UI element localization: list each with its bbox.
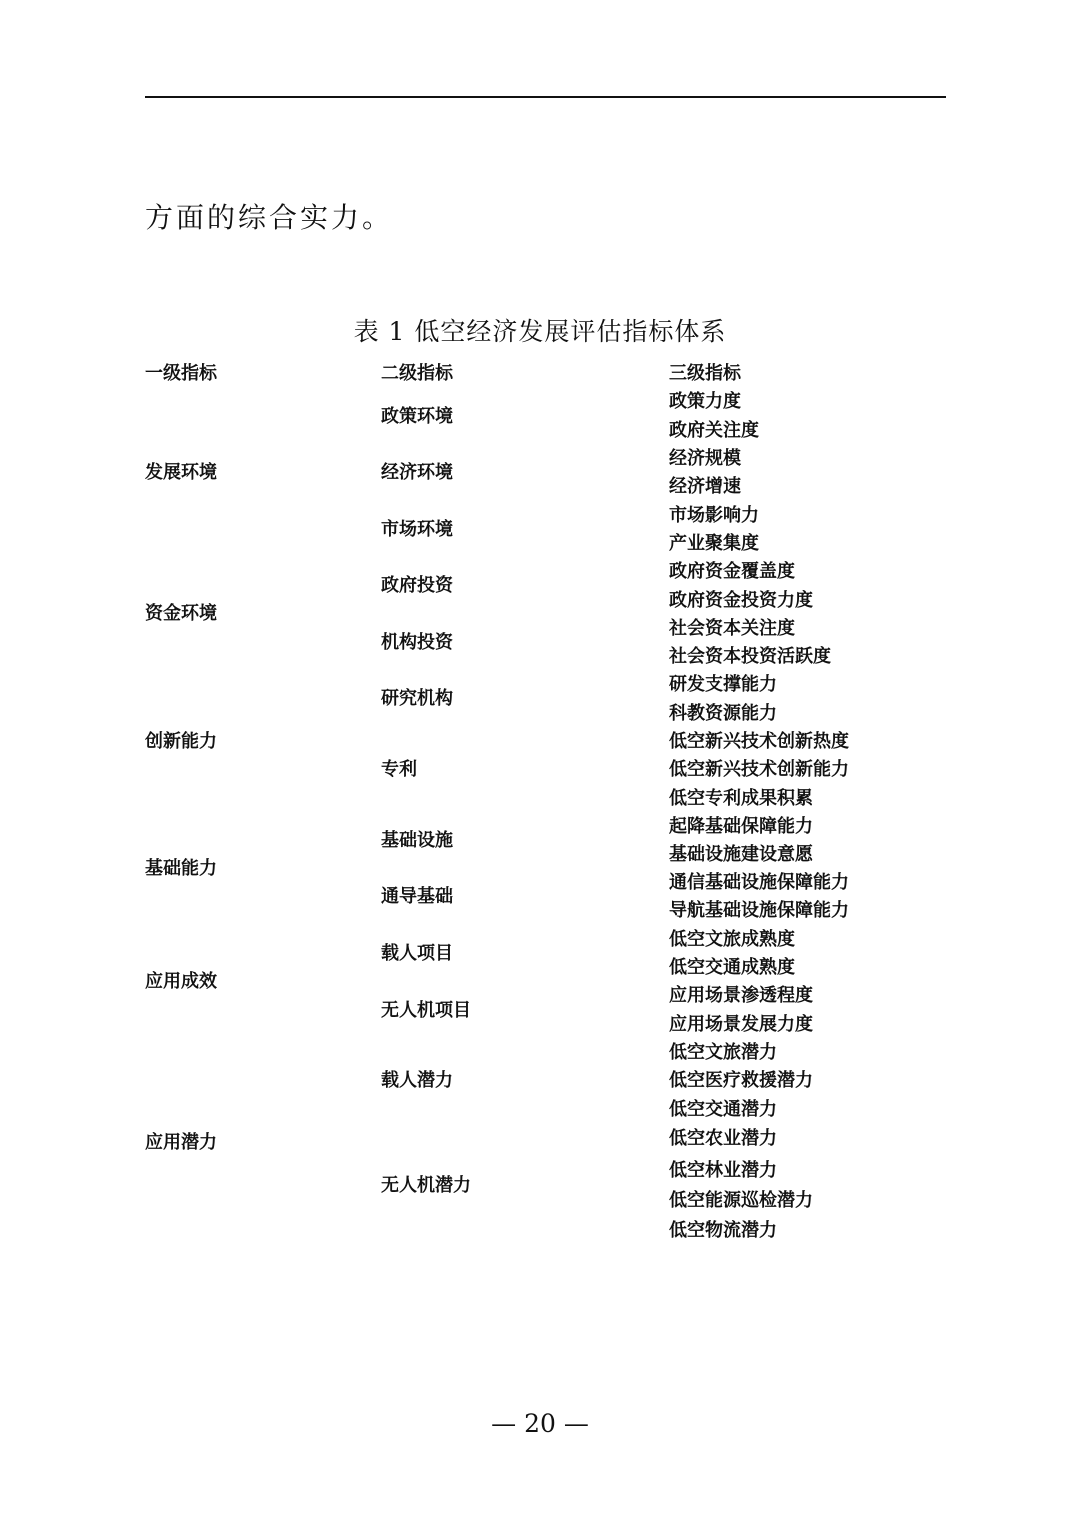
level3-item: 低空专利成果积累 bbox=[669, 788, 813, 809]
level3-item: 科教资源能力 bbox=[669, 703, 777, 724]
level1-item: 基础能力 bbox=[145, 858, 217, 879]
level3-item: 市场影响力 bbox=[669, 505, 759, 526]
level3-item: 低空新兴技术创新热度 bbox=[669, 731, 849, 752]
level3-item: 低空文旅潜力 bbox=[669, 1042, 777, 1063]
level3-item: 社会资本投资活跃度 bbox=[669, 646, 831, 667]
table-caption: 表 1 低空经济发展评估指标体系 bbox=[353, 317, 727, 346]
level1-item: 资金环境 bbox=[145, 603, 217, 624]
level3-item: 政府关注度 bbox=[669, 420, 759, 441]
level2-item: 通导基础 bbox=[381, 886, 453, 907]
level1-item: 应用潜力 bbox=[145, 1132, 217, 1153]
level1-item: 应用成效 bbox=[145, 971, 217, 992]
level3-item: 基础设施建设意愿 bbox=[669, 844, 813, 865]
level2-item: 载人潜力 bbox=[381, 1070, 453, 1091]
level3-item: 研发支撑能力 bbox=[669, 674, 777, 695]
level3-item: 应用场景发展力度 bbox=[669, 1014, 813, 1035]
header-level1: 一级指标 bbox=[145, 363, 217, 384]
level2-item: 无人机潜力 bbox=[381, 1175, 471, 1196]
level3-item: 低空医疗救援潜力 bbox=[669, 1070, 813, 1091]
level2-item: 市场环境 bbox=[381, 519, 453, 540]
level3-item: 导航基础设施保障能力 bbox=[669, 900, 849, 921]
level3-item: 应用场景渗透程度 bbox=[669, 985, 813, 1006]
body-paragraph: 方面的综合实力。 bbox=[145, 201, 394, 234]
header-rule bbox=[145, 96, 946, 98]
level3-item: 通信基础设施保障能力 bbox=[669, 872, 849, 893]
level3-item: 低空能源巡检潜力 bbox=[669, 1190, 813, 1211]
level3-item: 低空交通潜力 bbox=[669, 1099, 777, 1120]
level3-item: 社会资本关注度 bbox=[669, 618, 795, 639]
header-level2: 二级指标 bbox=[381, 363, 453, 384]
level3-item: 低空林业潜力 bbox=[669, 1160, 777, 1181]
level2-item: 载人项目 bbox=[381, 943, 453, 964]
level2-item: 机构投资 bbox=[381, 632, 453, 653]
level3-item: 低空农业潜力 bbox=[669, 1128, 777, 1149]
level3-item: 产业聚集度 bbox=[669, 533, 759, 554]
header-level3: 三级指标 bbox=[669, 363, 741, 384]
level2-item: 基础设施 bbox=[381, 830, 453, 851]
level3-item: 起降基础保障能力 bbox=[669, 816, 813, 837]
level2-item: 政府投资 bbox=[381, 575, 453, 596]
level3-item: 经济规模 bbox=[669, 448, 741, 469]
level3-item: 政府资金覆盖度 bbox=[669, 561, 795, 582]
page-number: — 20 — bbox=[491, 1409, 589, 1438]
level3-item: 政府资金投资力度 bbox=[669, 590, 813, 611]
level3-item: 低空交通成熟度 bbox=[669, 957, 795, 978]
level2-item: 经济环境 bbox=[381, 462, 453, 483]
level2-item: 专利 bbox=[381, 759, 417, 780]
level2-item: 研究机构 bbox=[381, 688, 453, 709]
level3-item: 经济增速 bbox=[669, 476, 741, 497]
level1-item: 创新能力 bbox=[145, 731, 217, 752]
level3-item: 低空文旅成熟度 bbox=[669, 929, 795, 950]
level2-item: 政策环境 bbox=[381, 406, 453, 427]
level3-item: 低空物流潜力 bbox=[669, 1220, 777, 1241]
level2-item: 无人机项目 bbox=[381, 1000, 471, 1021]
level3-item: 政策力度 bbox=[669, 391, 741, 412]
level1-item: 发展环境 bbox=[145, 462, 217, 483]
level3-item: 低空新兴技术创新能力 bbox=[669, 759, 849, 780]
